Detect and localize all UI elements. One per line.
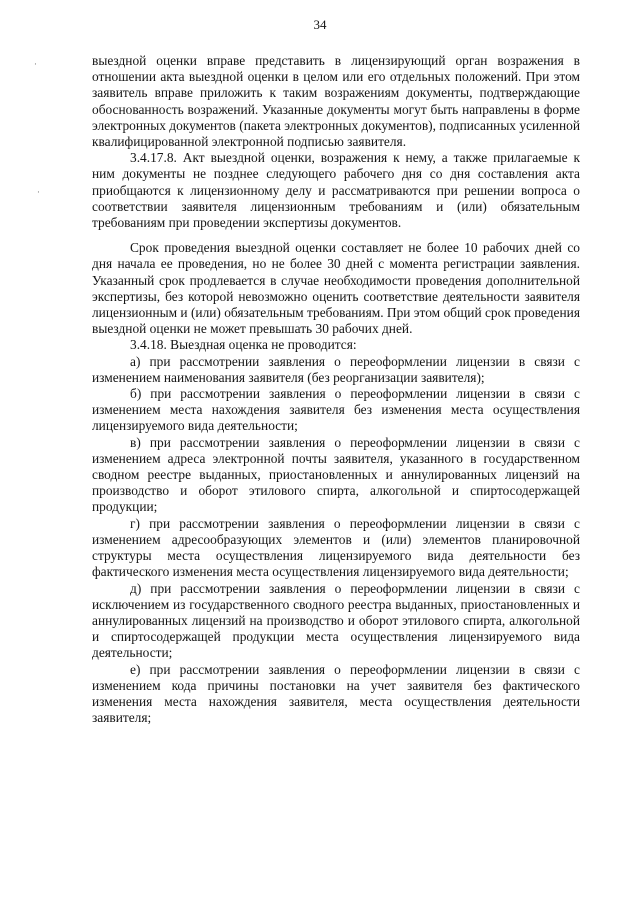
- list-item-d: д) при рассмотрении заявления о переоформлении лицензии в связи с исключением из государственного сводного реестра выданных, приостановленных и аннулированных лицензий на производство и оборот этилового спирта, алкогольной и спиртосодержащей продукции места осуществления лицензируемого вида деятельности;: [92, 580, 580, 661]
- paragraph-3-4-18: 3.4.18. Выездная оценка не проводится:: [130, 337, 357, 353]
- list-item-a: а) при рассмотрении заявления о переоформлении лицензии в связи с изменением наименования заявителя (без реорганизации заявителя);: [92, 353, 580, 385]
- document-body: [92, 53, 580, 726]
- scan-speck: ·: [34, 60, 37, 70]
- paragraph-3-4-17-8: 3.4.17.8. Акт выездной оценки, возражения к нему, а также прилагаемые к ним документы не позднее следующего рабочего дня со дня составления акта приобщаются к лицензионному делу и рассматриваются при решении вопроса о соответствии заявителя лицензионным требованиям и (или) обязательным требованиям при проведении экспертизы документов.: [92, 150, 580, 231]
- scan-speck: ·: [37, 188, 40, 198]
- list-item-g: г) при рассмотрении заявления о переоформлении лицензии в связи с изменением адресообразующих элементов и (или) элементов планировочной структуры места осуществления лицензируемого вида деятельности без фактического изменения места осуществления лицензируемого вида деятельности;: [92, 515, 580, 580]
- list-item-b: б) при рассмотрении заявления о переоформлении лицензии в связи с изменением места нахождения заявителя без изменения места осуществления лицензируемого вида деятельности;: [92, 386, 580, 434]
- paragraph-continuation: выездной оценки вправе представить в лицензирующий орган возражения в отношении акта выездной оценки в целом или его отдельных положений. При этом заявитель вправе приложить к таким возражениям документы, подтверждающие обоснованность возражений. Указанные документы могут быть направлены в форме электронных документов (пакета электронных документов), подписанных усиленной квалифицированной электронной подписью заявителя.: [92, 53, 580, 150]
- paragraph-assessment-term: Срок проведения выездной оценки составляет не более 10 рабочих дней со дня начала ее проведения, но не более 30 дней с момента регистрации заявления. Указанный срок продлевается в случае необходимости проведения дополнительной экспертизы, без которой невозможно оценить соответствие деятельности заявителя лицензионным и (или) обязательным требованиям. При этом общий срок проведения выездной оценки не может превышать 30 рабочих дней.: [92, 240, 580, 337]
- list-item-e: е) при рассмотрении заявления о переоформлении лицензии в связи с изменением кода причины постановки на учет заявителя без фактического изменения места нахождения заявителя, места осуществления деятельности заявителя;: [92, 661, 580, 726]
- list-item-v: в) при рассмотрении заявления о переоформлении лицензии в связи с изменением адреса электронной почты заявителя, указанного в государственном сводном реестре выданных, приостановленных и аннулированных лицензий на производство и оборот этилового спирта, алкогольной и спиртосодержащей продукции;: [92, 434, 580, 515]
- page-number: 34: [313, 17, 327, 32]
